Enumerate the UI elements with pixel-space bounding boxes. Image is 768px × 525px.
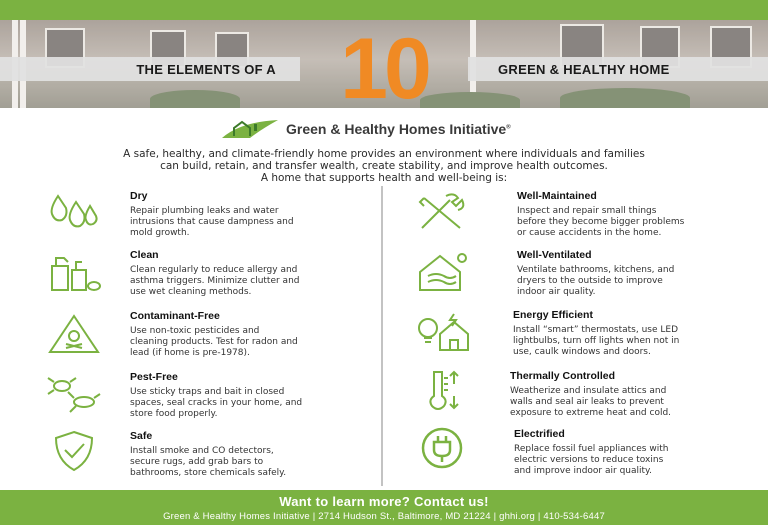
item-energy-efficient bbox=[513, 309, 768, 358]
footer-banner bbox=[0, 490, 768, 525]
bulb-house-icon bbox=[414, 310, 470, 354]
item-thermally-controlled-desc: Weatherize and insulate attics and walls and seal air leaks to prevent exposure to extreme heat and cold. bbox=[510, 386, 672, 418]
header-number-ten: 10 bbox=[340, 21, 428, 117]
header-title-left: THE ELEMENTS OF A bbox=[0, 57, 300, 81]
item-clean bbox=[130, 249, 420, 298]
item-dry bbox=[130, 190, 420, 239]
house-leaf-logo-icon bbox=[220, 116, 282, 142]
item-clean-title: Clean bbox=[130, 249, 159, 261]
item-well-maintained-title: Well-Maintained bbox=[517, 190, 597, 202]
house-ventilation-icon bbox=[414, 250, 470, 294]
top-green-bar bbox=[0, 0, 768, 20]
item-contaminant-free-desc: Use non-toxic pesticides and cleaning products. Test for radon and lead (if home is pre-1978). bbox=[130, 326, 298, 358]
item-electrified bbox=[514, 428, 768, 477]
item-safe-desc: Install smoke and CO detectors, secure rugs, add grab bars to bathrooms, store chemicals safely. bbox=[130, 446, 287, 478]
item-dry-desc: Repair plumbing leaks and water intrusions that cause dampness and mold growth. bbox=[130, 206, 294, 238]
item-safe bbox=[130, 430, 420, 479]
header-title-right: GREEN & HEALTHY HOME bbox=[468, 57, 768, 81]
ghhi-logo bbox=[220, 116, 511, 142]
item-well-ventilated-desc: Ventilate bathrooms, kitchens, and dryers to the outside to improve indoor air quality. bbox=[517, 265, 675, 297]
cleaning-supplies-icon bbox=[46, 250, 102, 294]
item-contaminant-free bbox=[130, 310, 420, 359]
item-safe-title: Safe bbox=[130, 430, 153, 442]
wrench-screwdriver-icon bbox=[414, 190, 470, 234]
item-dry-title: Dry bbox=[130, 190, 148, 202]
item-pest-free-title: Pest-Free bbox=[130, 371, 178, 383]
footer-cta: Want to learn more? Contact us! bbox=[279, 494, 489, 509]
item-pest-free bbox=[130, 371, 420, 420]
item-contaminant-free-title: Contaminant-Free bbox=[130, 310, 220, 322]
intro-paragraph: A safe, healthy, and climate-friendly home provides an environment where individuals and families can build, retain, and transfer wealth, create stability, and improve health outcomes. A home that supports health and well-being is: bbox=[123, 148, 645, 184]
footer-contact-info: Green & Healthy Homes Initiative | 2714 Hudson St., Baltimore, MD 21224 | ghhi.org | 410-534-6447 bbox=[163, 511, 605, 522]
item-clean-desc: Clean regularly to reduce allergy and asthma triggers. Minimize clutter and use wet cleaning methods. bbox=[130, 265, 300, 297]
item-well-ventilated-title: Well-Ventilated bbox=[517, 249, 592, 261]
item-well-maintained bbox=[517, 190, 768, 239]
item-energy-efficient-desc: Install “smart” thermostats, use LED lightbulbs, turn off lights when not in use, caulk windows and doors. bbox=[513, 325, 680, 357]
item-thermally-controlled-title: Thermally Controlled bbox=[510, 370, 616, 382]
electric-plug-icon bbox=[414, 426, 470, 470]
item-pest-free-desc: Use sticky traps and bait in closed spaces, seal cracks in your home, and store food properly. bbox=[130, 387, 303, 419]
item-well-ventilated bbox=[517, 249, 768, 298]
item-electrified-title: Electrified bbox=[514, 428, 565, 440]
item-electrified-desc: Replace fossil fuel appliances with electric versions to reduce toxins and improve indoor air quality. bbox=[514, 444, 669, 476]
item-thermally-controlled bbox=[510, 370, 768, 419]
water-drops-icon bbox=[46, 188, 102, 232]
shield-check-icon bbox=[46, 428, 102, 472]
item-energy-efficient-title: Energy Efficient bbox=[513, 309, 593, 321]
thermometer-icon bbox=[414, 368, 470, 412]
pests-icon bbox=[46, 372, 102, 416]
logo-wordmark: Green & Healthy Homes Initiative® bbox=[286, 121, 511, 137]
hazard-skull-icon bbox=[46, 312, 102, 356]
item-well-maintained-desc: Inspect and repair small things before they become bigger problems or cause accidents in the home. bbox=[517, 206, 685, 238]
